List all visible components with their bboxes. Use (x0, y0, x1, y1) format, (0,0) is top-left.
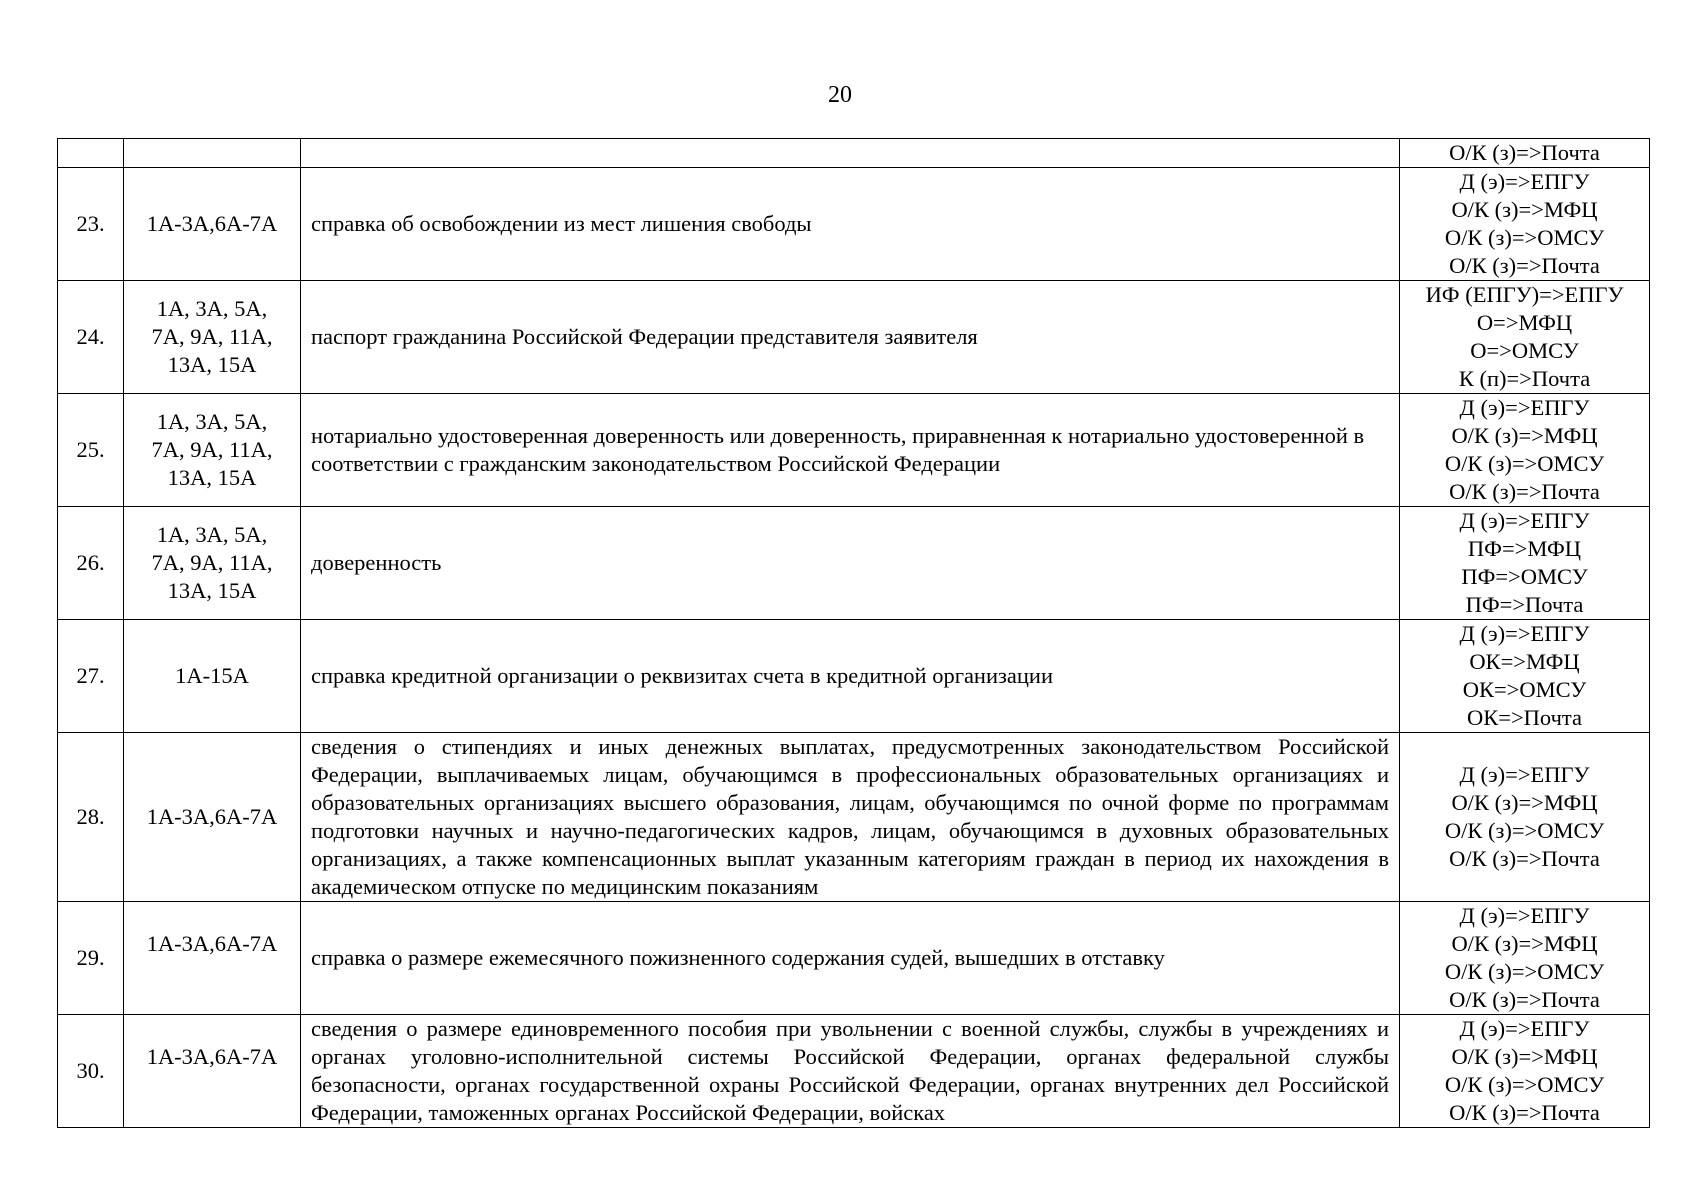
channels-cell (1400, 902, 1650, 1015)
channel-line: ИФ (ЕПГУ)=>ЕПГУ (1425, 282, 1624, 307)
channel-line: ОК=>Почта (1467, 705, 1582, 730)
categories-cell (124, 902, 301, 1015)
channel-line: Д (э)=>ЕПГУ (1459, 621, 1590, 646)
categories-cell (124, 394, 301, 507)
category-line: 1А, 3А, 5А, (156, 409, 268, 434)
channel-line: О/К (з)=>МФЦ (1451, 790, 1598, 815)
channel-line: Д (э)=>ЕПГУ (1459, 395, 1590, 420)
table-row (58, 507, 1650, 620)
channels-cell (1400, 733, 1650, 902)
categories-cell (124, 139, 301, 168)
channel-line: О/К (з)=>ОМСУ (1444, 818, 1605, 843)
row-number-cell: 29. (58, 902, 124, 1015)
channel-line: О/К (з)=>ОМСУ (1444, 451, 1605, 476)
categories-cell (124, 281, 301, 394)
channel-line: ОК=>МФЦ (1469, 649, 1580, 674)
table-row (58, 394, 1650, 507)
category-line: 1А, 3А, 5А, (156, 522, 268, 547)
row-number-cell: 25. (58, 394, 124, 507)
channels-cell (1400, 620, 1650, 733)
channels-cell (1400, 1015, 1650, 1128)
row-number-cell: 24. (58, 281, 124, 394)
channel-line: Д (э)=>ЕПГУ (1459, 903, 1590, 928)
channel-line: О/К (з)=>МФЦ (1451, 931, 1598, 956)
channel-line: Д (э)=>ЕПГУ (1459, 762, 1590, 787)
table-row (58, 1015, 1650, 1128)
document-cell (301, 139, 1400, 168)
category-line: 1А-15А (175, 663, 249, 688)
channel-line: ПФ=>МФЦ (1467, 536, 1582, 561)
channel-line: Д (э)=>ЕПГУ (1459, 169, 1590, 194)
document-cell: нотариально удостоверенная доверенность или доверенность, приравненная к нотариально удостоверенной в соответствии с гражданским законодательством Российской Федерации (301, 394, 1400, 507)
document-cell: сведения о размере единовременного пособия при увольнении с военной службы, службы в учреждениях и органах уголовно-исполнительной системы Российской Федерации, органах федеральной службы безопасности, органах государственной охраны Российской Федерации, органах внутренних дел Российской Федерации, таможенных органах Российской Федерации, войсках (301, 1015, 1400, 1128)
channel-line: О/К (з)=>МФЦ (1451, 1044, 1598, 1069)
category-line: 13А, 15А (167, 352, 257, 377)
channel-line: О/К (з)=>Почта (1449, 140, 1600, 165)
document-cell: сведения о стипендиях и иных денежных выплатах, предусмотренных законодательством Российской Федерации, выплачиваемых лицам, обучающимся в профессиональных образовательных организациях и образовательных организациях высшего образования, лицам, обучающимся по очной форме по программам подготовки научных и научно-педагогических кадров, лицам, обучающимся в духовных образовательных организациях, а также компенсационных выплат указанным категориям граждан в период их нахождения в академическом отпуске по медицинским показаниям (301, 733, 1400, 902)
table-row-continuation (58, 139, 1650, 168)
category-line: 13А, 15А (167, 465, 257, 490)
channel-line: ПФ=>Почта (1465, 592, 1584, 617)
document-cell: справка кредитной организации о реквизитах счета в кредитной организации (301, 620, 1400, 733)
row-number-cell: 27. (58, 620, 124, 733)
document-cell: справка об освобождении из мест лишения свободы (301, 168, 1400, 281)
document-cell: доверенность (301, 507, 1400, 620)
channel-line: Д (э)=>ЕПГУ (1459, 508, 1590, 533)
row-number-cell: 30. (58, 1015, 124, 1128)
channel-line: О/К (з)=>Почта (1449, 253, 1600, 278)
channel-line: О/К (з)=>Почта (1449, 846, 1600, 871)
table-row (58, 281, 1650, 394)
channel-line: О/К (з)=>ОМСУ (1444, 225, 1605, 250)
channel-line: О/К (з)=>Почта (1449, 1100, 1600, 1125)
channel-line: О/К (з)=>ОМСУ (1444, 959, 1605, 984)
table-row (58, 620, 1650, 733)
category-line: 7А, 9А, 11А, (151, 550, 273, 575)
channels-cell (1400, 507, 1650, 620)
category-line: 13А, 15А (167, 578, 257, 603)
categories-cell (124, 1015, 301, 1128)
row-number-cell: 23. (58, 168, 124, 281)
channel-line: О/К (з)=>МФЦ (1451, 197, 1598, 222)
row-number-cell: 26. (58, 507, 124, 620)
table-row (58, 168, 1650, 281)
categories-cell (124, 620, 301, 733)
channel-line: О/К (з)=>МФЦ (1451, 423, 1598, 448)
channel-line: ОК=>ОМСУ (1462, 677, 1587, 702)
channel-line: О=>ОМСУ (1470, 338, 1579, 363)
categories-cell (124, 507, 301, 620)
document-cell: справка о размере ежемесячного пожизненного содержания судей, вышедших в отставку (301, 902, 1400, 1015)
channel-line: К (п)=>Почта (1458, 366, 1591, 391)
page-number: 20 (828, 82, 852, 108)
channel-line: Д (э)=>ЕПГУ (1459, 1016, 1590, 1041)
channels-cell (1400, 394, 1650, 507)
table-row (58, 902, 1650, 1015)
category-line: 7А, 9А, 11А, (151, 437, 273, 462)
row-number-cell: 28. (58, 733, 124, 902)
document-cell: паспорт гражданина Российской Федерации представителя заявителя (301, 281, 1400, 394)
documents-table (57, 138, 1650, 1128)
channel-line: О/К (з)=>ОМСУ (1444, 1072, 1605, 1097)
categories-cell (124, 168, 301, 281)
categories-cell (124, 733, 301, 902)
category-line: 7А, 9А, 11А, (151, 324, 273, 349)
channel-line: О/К (з)=>Почта (1449, 479, 1600, 504)
channel-line: ПФ=>ОМСУ (1461, 564, 1588, 589)
channels-cell (1400, 168, 1650, 281)
channel-line: О=>МФЦ (1476, 310, 1573, 335)
category-line: 1А-3А,6А-7А (146, 931, 278, 956)
category-line: 1А-3А,6А-7А (146, 804, 278, 829)
category-line: 1А, 3А, 5А, (156, 296, 268, 321)
category-line: 1А-3А,6А-7А (146, 1044, 278, 1069)
channels-cell (1400, 139, 1650, 168)
category-line: 1А-3А,6А-7А (146, 211, 278, 236)
channel-line: О/К (з)=>Почта (1449, 987, 1600, 1012)
table-row (58, 733, 1650, 902)
channels-cell (1400, 281, 1650, 394)
row-number-cell (58, 139, 124, 168)
